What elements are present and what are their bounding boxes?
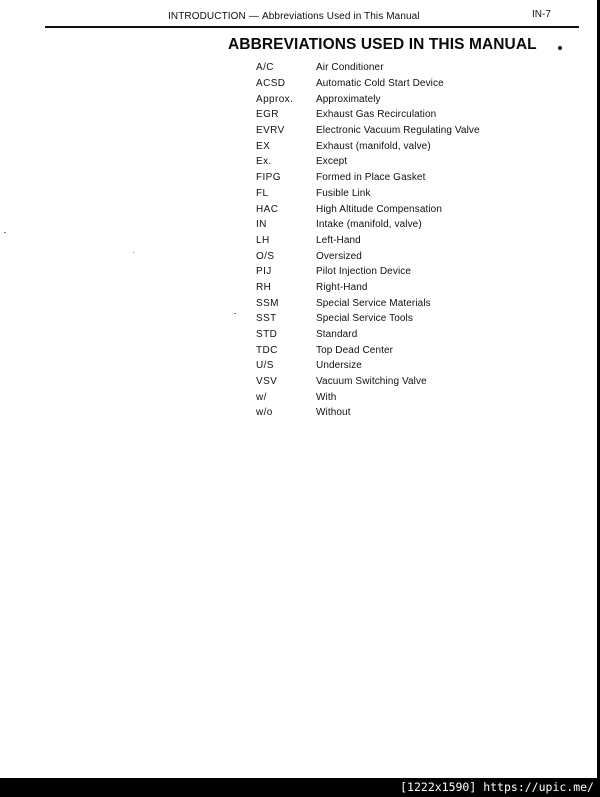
- abbreviation-definition: Right-Hand: [316, 281, 368, 293]
- header-section: INTRODUCTION: [168, 11, 246, 22]
- abbreviation-row: [256, 389, 480, 405]
- abbreviation-term: VSV: [256, 376, 278, 388]
- abbreviation-row: [256, 327, 480, 343]
- abbreviation-term: RH: [256, 281, 272, 293]
- page-title: ABBREVIATIONS USED IN THIS MANUAL: [228, 36, 537, 53]
- abbreviation-definition: Oversized: [316, 250, 362, 262]
- abbreviation-term: PIJ: [256, 266, 272, 278]
- abbreviation-row: [256, 264, 480, 280]
- abbreviation-definition: Fusible Link: [316, 187, 371, 199]
- abbreviation-definition: Exhaust Gas Recirculation: [316, 109, 437, 121]
- abbreviation-definition: Automatic Cold Start Device: [316, 78, 444, 90]
- page-number: IN-7: [532, 9, 551, 20]
- abbreviation-definition: Top Dead Center: [316, 344, 394, 356]
- abbreviation-definition: Formed in Place Gasket: [316, 172, 426, 184]
- abbreviation-row: [256, 186, 480, 202]
- title-mark: [558, 46, 562, 50]
- abbreviation-row: [256, 154, 480, 170]
- abbreviation-row: [256, 280, 480, 296]
- watermark-text: [1222x1590] https://upic.me/: [400, 780, 594, 794]
- abbreviation-term: TDC: [256, 344, 278, 356]
- abbreviation-definition: Exhaust (manifold, valve): [316, 140, 431, 152]
- abbreviation-definition: High Altitude Compensation: [316, 203, 443, 215]
- scan-speck: [234, 313, 236, 314]
- abbreviation-row: [256, 107, 480, 123]
- abbreviation-definition: Except: [316, 156, 348, 168]
- abbreviation-row: [256, 233, 480, 249]
- abbreviation-term: SST: [256, 313, 277, 325]
- abbreviation-row: [256, 201, 480, 217]
- abbreviation-term: FL: [256, 187, 269, 199]
- abbreviation-row: [256, 295, 480, 311]
- header-rule: [45, 26, 579, 28]
- abbreviation-definition: With: [316, 391, 337, 403]
- abbreviation-term: Ex.: [256, 156, 272, 168]
- abbreviation-row: [256, 358, 480, 374]
- abbreviation-definition: Intake (manifold, valve): [316, 219, 422, 231]
- abbreviation-term: U/S: [256, 360, 274, 372]
- abbreviation-definition: Without: [316, 407, 351, 419]
- abbreviation-row: [256, 342, 480, 358]
- abbreviation-definition: Standard: [316, 329, 358, 341]
- running-header: [168, 11, 420, 22]
- abbreviation-term: EX: [256, 140, 271, 152]
- abbreviation-term: IN: [256, 219, 267, 231]
- abbreviation-term: O/S: [256, 250, 275, 262]
- abbreviation-term: ACSD: [256, 78, 286, 90]
- header-separator: —: [248, 11, 259, 22]
- abbreviation-row: [256, 311, 480, 327]
- abbreviation-term: EVRV: [256, 125, 285, 137]
- header-subtitle: Abbreviations Used in This Manual: [261, 11, 420, 22]
- abbreviation-row: [256, 405, 480, 421]
- abbreviation-term: HAC: [256, 203, 279, 215]
- abbreviation-term: w/: [256, 391, 267, 403]
- abbreviation-row: [256, 138, 480, 154]
- abbreviation-term: A/C: [256, 62, 274, 74]
- abbreviation-definition: Undersize: [316, 360, 362, 372]
- abbreviation-list: [256, 60, 480, 421]
- abbreviation-row: [256, 374, 480, 390]
- abbreviation-row: [256, 123, 480, 139]
- abbreviation-row: [256, 91, 480, 107]
- abbreviation-definition: Pilot Injection Device: [316, 266, 412, 278]
- abbreviation-definition: Special Service Tools: [316, 313, 413, 325]
- abbreviation-definition: Electronic Vacuum Regulating Valve: [316, 125, 480, 137]
- abbreviation-term: STD: [256, 329, 278, 341]
- abbreviation-definition: Air Conditioner: [316, 62, 384, 74]
- abbreviation-term: SSM: [256, 297, 279, 309]
- abbreviation-row: [256, 76, 480, 92]
- abbreviation-term: Approx.: [256, 93, 294, 105]
- abbreviation-definition: Special Service Materials: [316, 297, 431, 309]
- abbreviation-term: EGR: [256, 109, 279, 121]
- abbreviation-term: w/o: [256, 407, 273, 419]
- abbreviation-row: [256, 170, 480, 186]
- abbreviation-row: [256, 60, 480, 76]
- abbreviation-definition: Vacuum Switching Valve: [316, 376, 427, 388]
- abbreviation-definition: Approximately: [316, 93, 381, 105]
- abbreviation-row: [256, 217, 480, 233]
- abbreviation-term: LH: [256, 234, 270, 246]
- abbreviation-row: [256, 248, 480, 264]
- scan-speck: [133, 252, 134, 253]
- abbreviation-definition: Left-Hand: [316, 234, 361, 246]
- abbreviation-term: FIPG: [256, 172, 281, 184]
- scan-speck: [4, 232, 6, 233]
